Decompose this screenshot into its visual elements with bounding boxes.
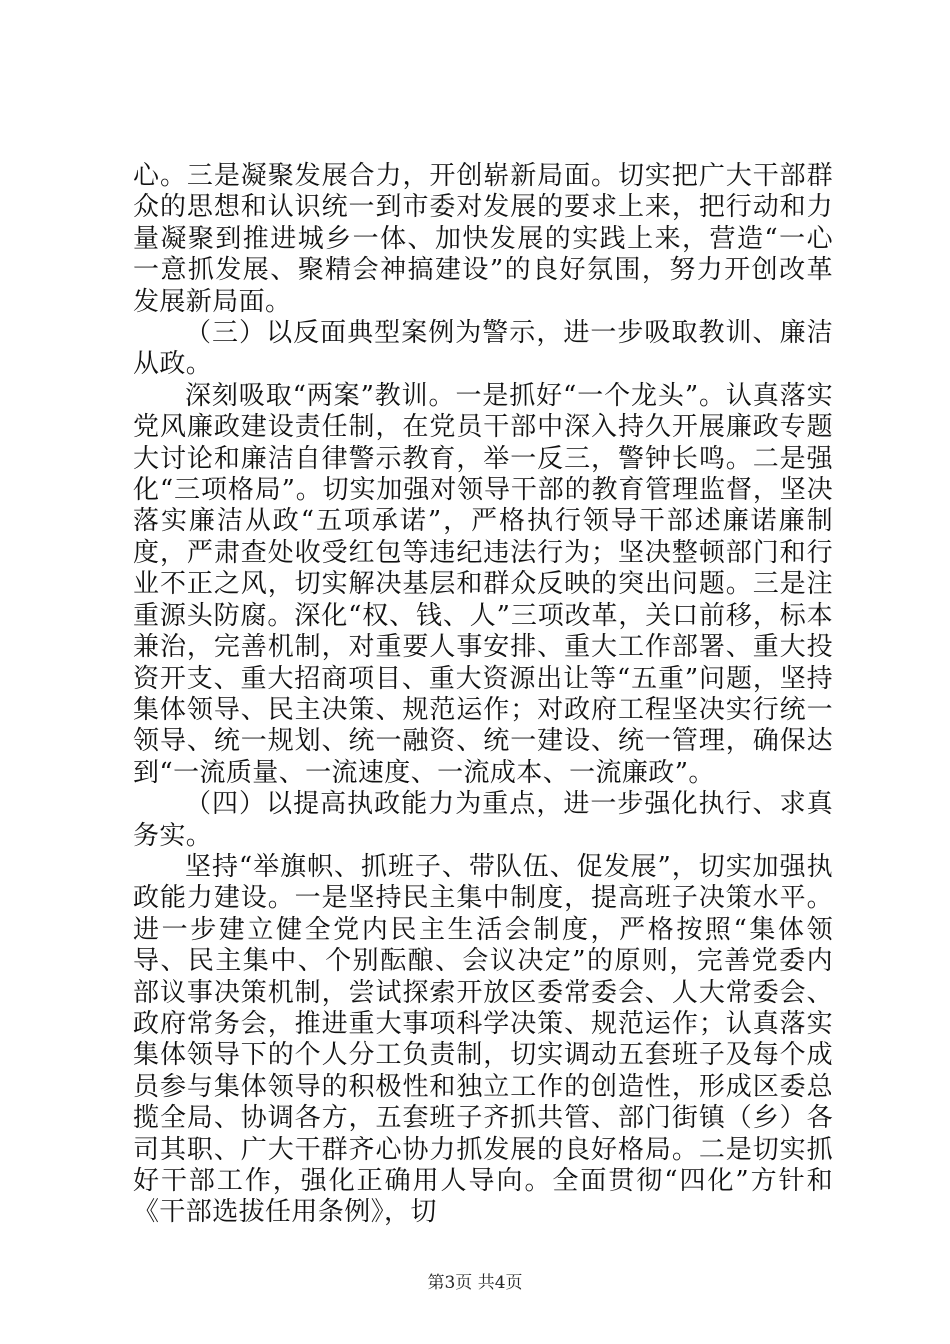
document-body <box>133 161 833 1229</box>
paragraph-lessons: 深刻吸取“两案”教训。一是抓好“一个龙头”。认真落实党风廉政建设责任制，在党员干部中深入持久开展廉政专题大讨论和廉洁自律警示教育，举一反三，警钟长鸣。二是强化“三项格局”。切实加强对领导干部的教育管理监督，坚决落实廉洁从政“五项承诺”，严格执行领导干部述廉诺廉制度，严肃查处收受红包等违纪违法行为；坚决整顿部门和行业不正之风，切实解决基层和群众反映的突出问题。三是注重源头防腐。深化“权、钱、人”三项改革，关口前移，标本兼治，完善机制，对重要人事安排、重大工作部署、重大投资开支、重大招商项目、重大资源出让等“五重”问题，坚持集体领导、民主决策、规范运作；对政府工程坚决实行统一领导、统一规划、统一融资、统一建设、统一管理，确保达到“一流质量、一流速度、一流成本、一流廉政”。 <box>133 380 833 788</box>
page-number-footer: 第3页 共4页 <box>427 1273 523 1293</box>
paragraph-continuation: 心。三是凝聚发展合力，开创崭新局面。切实把广大干部群众的思想和认识统一到市委对发展的要求上来，把行动和力量凝聚到推进城乡一体、加快发展的实践上来，营造“一心一意抓发展、聚精会神搞建设”的良好氛围，努力开创改革发展新局面。 <box>133 161 833 317</box>
section-heading-four: （四）以提高执政能力为重点，进一步强化执行、求真务实。 <box>133 789 833 851</box>
section-heading-three: （三）以反面典型案例为警示，进一步吸取教训、廉洁从政。 <box>133 318 833 380</box>
paragraph-governance: 坚持“举旗帜、抓班子、带队伍、促发展”，切实加强执政能力建设。一是坚持民主集中制度，提高班子决策水平。进一步建立健全党内民主生活会制度，严格按照“集体领导、民主集中、个别酝酿、会议决定”的原则，完善党委内部议事决策机制，尝试探索开放区委常委会、人大常委会、政府常务会，推进重大事项科学决策、规范运作；认真落实集体领导下的个人分工负责制，切实调动五套班子及每个成员参与集体领导的积极性和独立工作的创造性，形成区委总揽全局、协调各方，五套班子齐抓共管、部门街镇（乡）各司其职、广大干群齐心协力抓发展的良好格局。二是切实抓好干部工作，强化正确用人导向。全面贯彻“四化”方针和《干部选拔任用条例》，切 <box>133 851 833 1228</box>
